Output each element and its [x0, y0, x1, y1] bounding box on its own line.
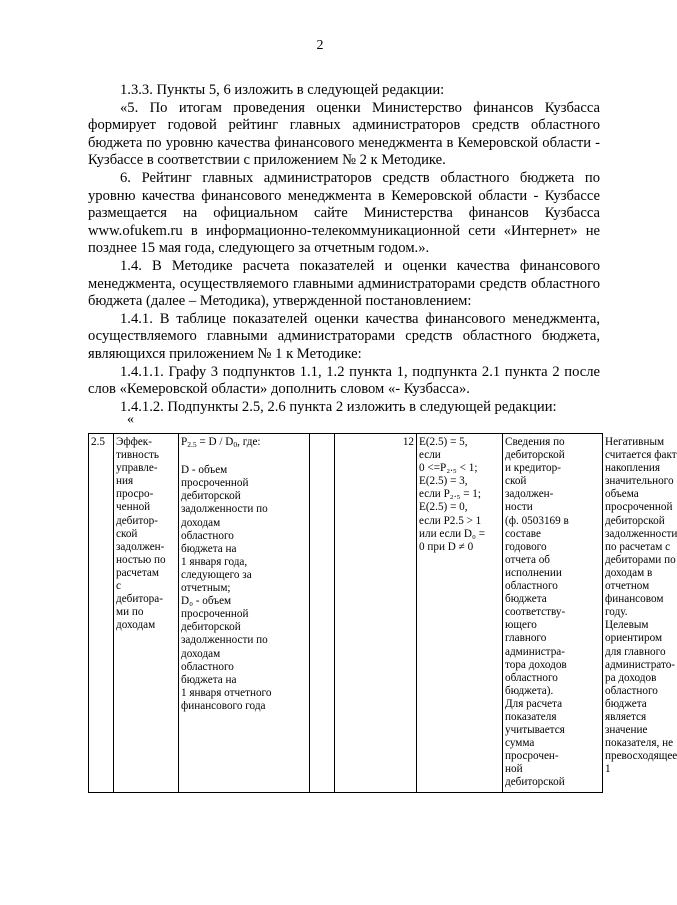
cell-line: ской: [116, 527, 138, 540]
cell-line: бюджета на: [181, 673, 237, 686]
cell-line: дебиторской: [181, 621, 241, 634]
paragraph-1-4-1-2: 1.4.1.2. Подпункты 2.5, 2.6 пункта 2 изложить в следующей редакции:: [120, 398, 557, 415]
cell-line: областного: [181, 529, 234, 542]
cell-line: ностью по: [116, 553, 166, 566]
cell-line: годового: [505, 540, 547, 553]
formula-p: P: [181, 436, 188, 448]
formula-cell: [179, 434, 310, 793]
cell-line: и кредитор-: [505, 462, 561, 475]
cell-line: сумма: [505, 737, 535, 750]
cell-line: Для расчета: [505, 697, 563, 710]
formula-tail: , где:: [237, 436, 261, 448]
cell-line: ской: [505, 475, 527, 488]
cell-line: тора доходов: [505, 658, 567, 671]
cell-line: дебиторской: [505, 776, 565, 789]
cell-line: ной: [505, 763, 523, 776]
cell-line: ющего: [505, 619, 537, 632]
source-cell: [503, 434, 603, 793]
cell-line: ния: [116, 475, 134, 488]
cell-line: тивность: [116, 449, 159, 462]
formula-definitions: [181, 464, 307, 713]
cell-line: бюджета на: [181, 542, 237, 555]
paragraph-1-3-3: 1.3.3. Пункты 5, 6 изложить в следующей редакции:: [120, 82, 445, 98]
cell-line: просроченной: [181, 608, 249, 621]
cell-line: отчета об: [505, 553, 551, 566]
cell-line: E(2.5) = 3,: [419, 475, 468, 488]
cell-line: главного: [505, 632, 547, 645]
cell-line: доходам: [181, 647, 221, 660]
formula-spacer: [181, 451, 307, 464]
paragraph-item-6: 6. Рейтинг главных администраторов средств областного бюджета по уровню качества финансового менеджмента в Кемеровской области - Кузбассе размещается на официальном сайте Министерства финансов Кузбасса www.ofukem.ru в информационно-телекоммуникационной сети «Интернет» не позднее 15 мая года, следующего за отчетным годом.».: [88, 169, 600, 257]
cell-line: задолжен-: [116, 540, 165, 553]
cell-line: показателя: [505, 710, 557, 723]
cell-line: областного: [181, 660, 234, 673]
cell-line: областного: [505, 580, 558, 593]
cell-line: просрочен-: [505, 750, 559, 763]
cell-line: исполнении: [505, 566, 562, 579]
formula-d-subscript: 0: [233, 440, 238, 449]
score-cell: [417, 434, 503, 793]
cell-line: администра-: [505, 645, 565, 658]
cell-line: доходам: [116, 619, 156, 632]
cell-line: просро-: [116, 488, 154, 501]
cell-line: дебиторской: [181, 490, 241, 503]
page-number: 2: [316, 38, 324, 53]
weight-value: 12: [402, 436, 414, 448]
formula: [181, 436, 307, 451]
cell-line: финансового года: [181, 699, 266, 712]
cell-line: 1 января отчетного: [181, 686, 272, 699]
cell-line: дебитора-: [116, 593, 163, 606]
cell-line: просроченной: [181, 477, 249, 490]
formula-eq: = D / D: [196, 436, 234, 448]
cell-line: Эффек-: [116, 436, 152, 448]
paragraph-1-4-1-1: 1.4.1.1. Графу 3 подпунктов 1.1, 1.2 пункта 1, подпункта 2.1 пункта 2 после слов «Кемеровской области» дополнить словом «- Кузбасса».: [88, 363, 600, 398]
cell-line: следующего за: [181, 568, 252, 581]
cell-line: 1 января года,: [181, 555, 248, 568]
cell-line: D₀ - объем: [181, 595, 232, 608]
cell-line: с: [116, 580, 121, 593]
cell-line: учитывается: [505, 724, 565, 737]
cell-line: задолженности по: [181, 503, 268, 516]
cell-line: или если D₀ =: [419, 527, 486, 540]
cell-line: 0 при D ≠ 0: [419, 540, 474, 553]
cell-line: бюджета).: [505, 684, 554, 697]
table-row: 2.5 Эффек- тивность управле- ния просро- ченной дебитор- ской задолжен- ностью по расчетам с дебитора- ми по доходам $P_{2.5} = D / D_0$, где: D - объем просроченной дебиторской задолженности по доходам областного бюджета на 1 января года, следующего за отчетным; D₀ - объем просроченной дебиторской задолженности по доходам областного бюджета на 1 января отчетного финансового года 12 E(2.5) = 5, если 0 <=P₂.₅ < 1; E(2.5) = 3, если P₂.₅ = 1; E(2.5) = 0, если P2.5 > 1 или если D₀ = 0 при D ≠ 0 Сведения по дебиторской и кредитор- ской задолжен- ности (ф. 0503169 в составе годового отчета об исполнении областного бюджета соответству- ющего главного администра- тора доходов областного бюджета). Для расчета показателя учитывается сумма просрочен- ной дебиторской Негативным считается факт накопления значительного объема просроченной дебиторской задолженности по расчетам с дебиторами по доходам в отчетном финансовом году. Целевым ориентиром для главного администрато- ра доходов областного бюджета является значение показателя, не превосходящее 1: [89, 434, 603, 793]
cell-line: управле-: [116, 462, 158, 475]
cell-line: D - объем: [181, 464, 228, 477]
cell-line: ми по: [116, 606, 144, 619]
cell-line: E(2.5) = 5,: [419, 436, 468, 448]
row-number-cell: [89, 434, 114, 793]
cell-line: дебиторской: [505, 449, 565, 462]
cell-line: если: [419, 449, 441, 462]
cell-line: задолжен-: [505, 488, 554, 501]
cell-line: Сведения по: [505, 436, 565, 448]
indicator-name-cell: [114, 434, 179, 793]
document-body: [88, 82, 600, 416]
cell-line: бюджета: [505, 593, 547, 606]
cell-line: расчетам: [116, 566, 159, 579]
cell-line: 0 <=P₂.₅ < 1;: [419, 462, 478, 475]
formula-p-subscript: 2.5: [187, 440, 197, 449]
cell-line: составе: [505, 527, 541, 540]
opening-quote: «: [127, 412, 134, 427]
cell-line: ности: [505, 501, 533, 514]
cell-line: доходам: [181, 516, 221, 529]
cell-line: отчетным;: [181, 582, 231, 595]
weight-cell: [335, 434, 417, 793]
cell-line: областного: [505, 671, 558, 684]
cell-line: дебитор-: [116, 514, 158, 527]
cell-line: соответству-: [505, 606, 566, 619]
paragraph-item-5: «5. По итогам проведения оценки Министерство финансов Кузбасса формирует годовой рейтинг главных администраторов средств областного бюджета по уровню качества финансового менеджмента в Кемеровской области - Кузбассе в соответствии с приложением № 2 к Методике.: [88, 99, 600, 169]
cell-line: ченной: [116, 501, 151, 514]
cell-line: задолженности по: [181, 634, 268, 647]
cell-line: (ф. 0503169 в: [505, 514, 569, 527]
cell-line: если P2.5 > 1: [419, 514, 482, 527]
empty-cell: [310, 434, 335, 793]
row-number: 2.5: [91, 436, 105, 448]
paragraph-1-4: 1.4. В Методике расчета показателей и оценки качества финансового менеджмента, осуществляемого главными администраторами средств областного бюджета (далее – Методика), утвержденной постановлением:: [88, 257, 600, 310]
cell-line: если P₂.₅ = 1;: [419, 488, 482, 501]
paragraph-1-4-1: 1.4.1. В таблице показателей оценки качества финансового менеджмента, осуществляемого главными администраторами средств областного бюджета, являющихся приложением № 1 к Методике:: [88, 310, 600, 362]
indicator-table: [88, 433, 677, 793]
cell-line: E(2.5) = 0,: [419, 501, 468, 514]
